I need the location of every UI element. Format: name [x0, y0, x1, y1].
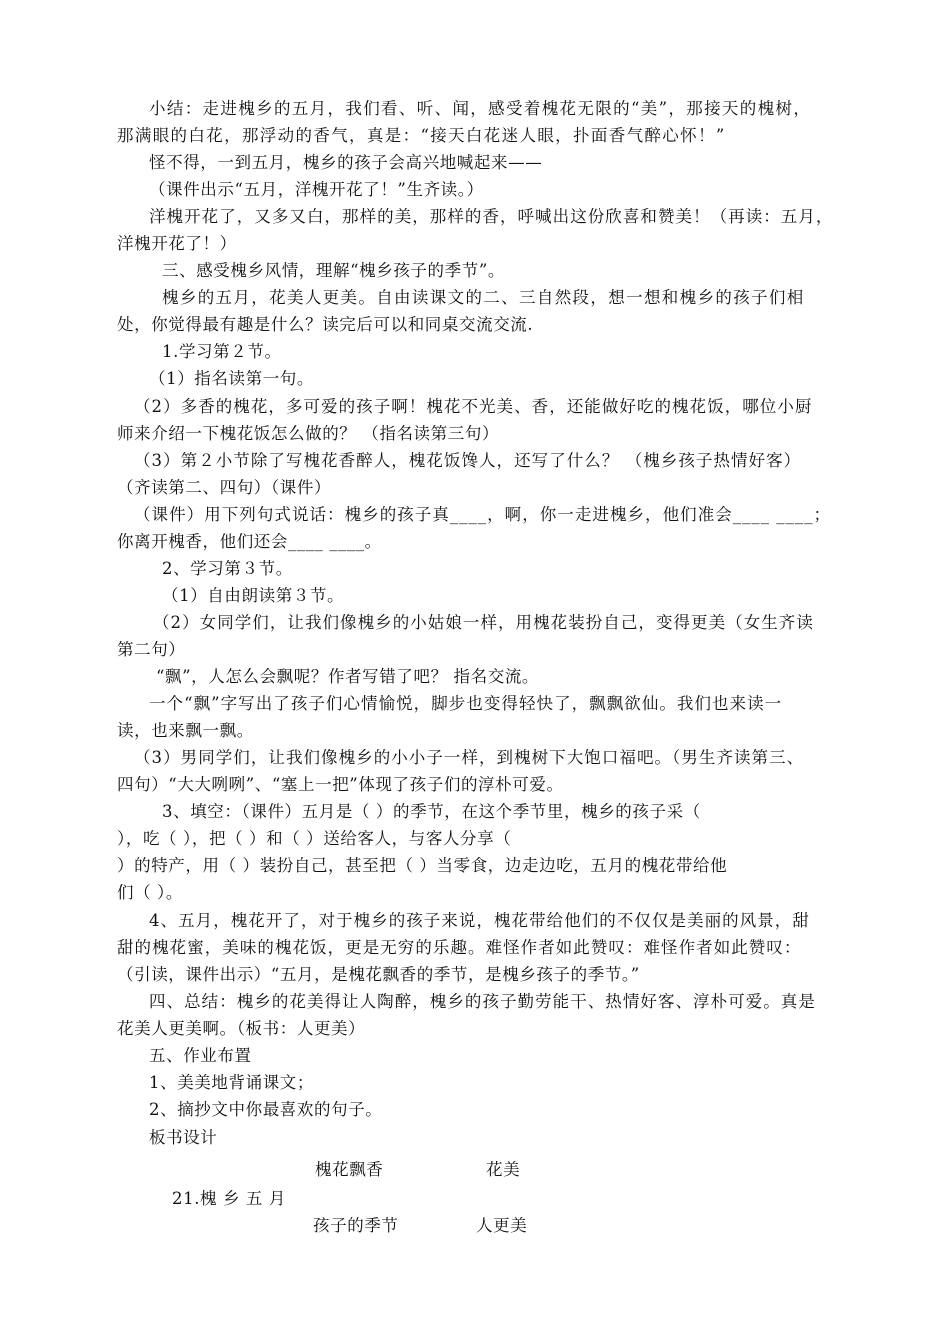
fill-blank-line: ），吃（ ），把（ ）和（ ）送给客人，与客人分享（	[117, 829, 512, 848]
homework-item: 1、美美地背诵课文；	[149, 1073, 314, 1092]
fill-blank-line: 3、填空：（课件）五月是（ ）的季节，在这个季节里，槐乡的孩子采（	[162, 802, 701, 821]
text-line: （引读，课件出示）“五月，是槐花飘香的季节，是槐乡孩子的季节。”	[117, 965, 640, 984]
text-line: 小结：走进槐乡的五月，我们看、听、闻，感受着槐花无限的“美”，那接天的槐树，	[149, 99, 812, 118]
text-line: 师来介绍一下槐花饭怎么做的？ （指名读第三句）	[117, 424, 500, 443]
text-line: （课件出示“五月，洋槐开花了！”生齐读。）	[149, 180, 484, 199]
text-line: 2、学习第３节。	[162, 559, 293, 578]
text-line: 一个“飘”字写出了孩子们心情愉悦，脚步也变得轻快了，飘飘欲仙。我们也来读一	[149, 694, 783, 713]
board-item: 槐花飘香	[315, 1160, 384, 1179]
text-line: 4、五月，槐花开了，对于槐乡的孩子来说，槐花带给他们的不仅仅是美丽的风景，甜	[149, 911, 810, 930]
section-heading: 四、总结：槐乡的花美得让人陶醉，槐乡的孩子勤劳能干、热情好客、淳朴可爱。真是	[149, 992, 816, 1011]
text-line: “飘”，人怎么会飘呢？作者写错了吧？ 指名交流。	[156, 667, 540, 686]
text-line: 洋槐开花了，又多又白，那样的美，那样的香，呼喊出这份欣喜和赞美！（再读：五月，	[149, 207, 834, 226]
homework-item: 2、摘抄文中你最喜欢的句子。	[149, 1100, 383, 1119]
text-line: 读，也来飘一飘。	[117, 721, 254, 740]
section-heading: 五、作业布置	[149, 1046, 252, 1065]
text-line: 那满眼的白花，那浮动的香气，真是：“接天白花迷人眼，扑面香气醉心怀！”	[117, 126, 726, 145]
text-line: 槐乡的五月，花美人更美。自由读课文的二、三自然段，想一想和槐乡的孩子们相	[162, 288, 805, 307]
text-line: 四句）“大大咧咧”、“塞上一把”体现了孩子们的淳朴可爱。	[117, 775, 564, 794]
board-item: 孩子的季节	[313, 1216, 399, 1235]
board-item: 人更美	[476, 1216, 528, 1235]
text-line: （3）第２小节除了写槐花香醉人，槐花饭馋人，还写了什么？ （槐乡孩子热情好客）	[134, 451, 802, 470]
board-title: 21.槐 乡 五 月	[172, 1189, 286, 1208]
text-line: 第二句）	[117, 640, 186, 659]
text-line: 洋槐开花了！）	[117, 234, 237, 253]
text-line: 1.学习第２节。	[162, 342, 282, 361]
text-line: （3）男同学们，让我们像槐乡的小小子一样，到槐树下大饱口福吧。（男生齐读第三、	[134, 748, 805, 767]
text-line: （齐读第二、四句）（课件）	[117, 478, 332, 497]
text-line: （课件）用下列句式说话：槐乡的孩子真____，啊，你一走进槐乡，他们准会____ ____；	[134, 505, 832, 524]
fill-blank-line: 们（ ）。	[117, 883, 183, 902]
fill-blank-line: ）的特产，用（ ）装扮自己，甚至把（ ）当零食，边走边吃，五月的槐花带给他	[117, 856, 728, 875]
text-line: （1）自由朗读第３节。	[162, 586, 345, 605]
text-line: 你离开槐香，他们还会____ ____。	[117, 532, 382, 551]
board-item: 花美	[486, 1160, 521, 1179]
section-heading: 板书设计	[149, 1128, 218, 1147]
text-line: （2）女同学们，让我们像槐乡的小姑娘一样，用槐花装扮自己，变得更美（女生齐读	[153, 613, 814, 632]
text-line: 甜的槐花蜜，美味的槐花饭，更是无穷的乐趣。难怪作者如此赞叹：难怪作者如此赞叹：	[117, 938, 802, 957]
text-line: 怪不得，一到五月，槐乡的孩子会高兴地喊起来——	[149, 153, 543, 172]
text-line: （1）指名读第一句。	[149, 369, 314, 388]
text-line: 花美人更美啊。（板书：人更美）	[117, 1019, 366, 1038]
section-heading: 三、感受槐乡风情，理解“槐乡孩子的季节”。	[162, 261, 505, 280]
text-line: （2）多香的槐花，多可爱的孩子啊！槐花不光美、香，还能做好吃的槐花饭，哪位小厨	[134, 397, 813, 416]
text-line: 处，你觉得最有趣是什么？读完后可以和同桌交流交流.	[117, 315, 534, 334]
